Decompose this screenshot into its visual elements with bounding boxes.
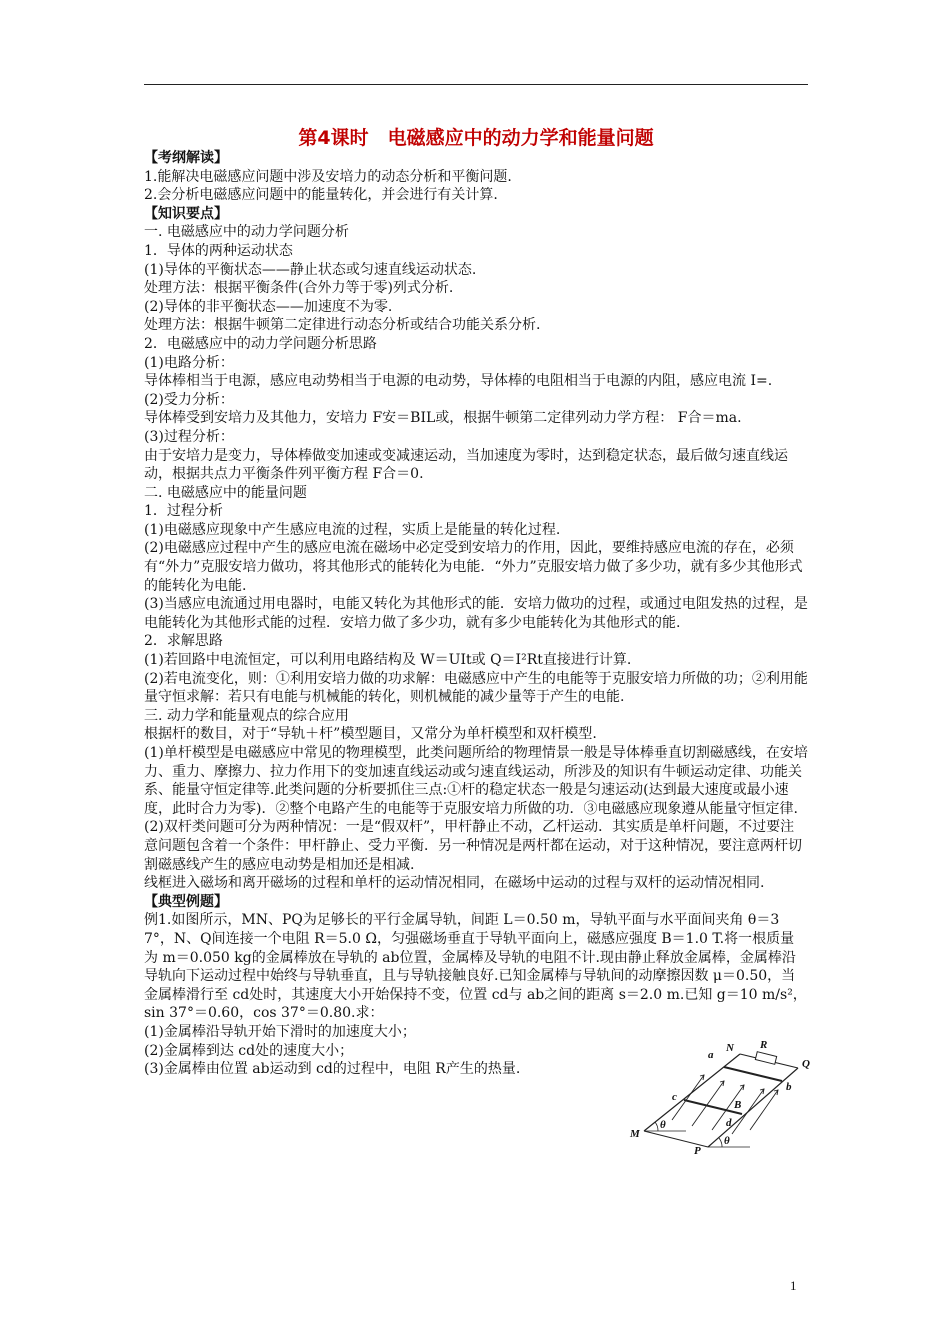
text-line: 一. 电磁感应中的动力学问题分析 [144, 224, 349, 241]
label-n: N [726, 1042, 734, 1054]
text-line: 1．导体的两种运动状态 [144, 242, 293, 259]
section-heading: 【考纲解读】 [144, 150, 228, 166]
label-m: M [630, 1128, 640, 1140]
document-body [144, 149, 808, 1079]
rail-pq [708, 1068, 798, 1147]
label-q: Q [802, 1058, 810, 1070]
text-line: (2)电磁感应过程中产生的感应电流在磁场中必定受到安培力的作用，因此，要维持感应电流的存在，必须有“外力”克服安培力做功，将其他形式的能转化为电能．“外力”克服安培力做了多少功，就有多少其他形式的能转化为电能. [144, 540, 803, 594]
label-big-b: B [734, 1099, 742, 1111]
text-line: 例1.如图所示，MN、PQ为足够长的平行金属导轨，间距 L＝0.50 m，导轨平面与水平面间夹角 θ＝37°，N、Q间连接一个电阻 R＝5.0 Ω，匀强磁场垂直于导轨平面向上，磁感应强度 B＝1.0 T.将一根质量为 m＝0.050 kg的金属棒放在导轨的 ab位置，金属棒及导轨的电阻不计.现由静止释放金属棒，金属棒沿导轨向下运动过程中始终与导轨垂直，且与导轨接触良好.已知金属棒与导轨间的动摩擦因数 μ＝0.50，当金属棒滑行至 cd处时，其速度大小开始保持不变，位置 cd与 ab之间的距离 s＝2.0 m.已知 g＝10 m/s²，sin 37°＝0.60，cos 37°＝0.80.求： [144, 912, 807, 1022]
text-line: 导体棒受到安培力及其他力，安培力 F安＝BIL或，根据牛顿第二定律列动力学方程： F合＝ma. [144, 410, 742, 427]
label-d: d [726, 1117, 732, 1129]
label-theta-m: θ [660, 1119, 666, 1131]
text-line: 线框进入磁场和离开磁场的过程和单杆的运动情况相同，在磁场中运动的过程与双杆的运动情况相同. [144, 875, 765, 892]
label-r: R [760, 1039, 768, 1051]
section-heading: 【典型例题】 [144, 893, 228, 910]
section-heading: 【知识要点】 [144, 205, 228, 222]
field-line-5 [750, 1090, 778, 1130]
text-line: 导体棒相当于电源，感应电动势相当于电源的电动势，导体棒的电阻相当于电源的内阻，感应电流 I=. [144, 373, 773, 390]
text-line: 由于安培力是变力，导体棒做变加速或变减速运动，当加速度为零时，达到稳定状态，最后做匀速直线运动，根据共点力平衡条件列平衡方程 F合＝0. [144, 447, 788, 483]
text-line: (1)单杆模型是电磁感应中常见的物理模型，此类问题所给的物理情景一般是导体棒垂直切割磁感线，在安培力、重力、摩擦力、拉力作用下的变加速直线运动或匀速直线运动，所涉及的知识有牛顿运动定律、功能关系、能量守恒定律等.此类问题的分析要抓住三点:①杆的稳定状态一般是匀速运动(达到最大速度或最小速度，此时合力为零)．②整个电路产生的电能等于克服安培力所做的功．③电磁感应现象遵从能量守恒定律. [144, 745, 808, 817]
text-line: (2)若电流变化，则：①利用安培力做的功求解：电磁感应中产生的电能等于克服安培力所做的功；②利用能量守恒求解：若只有电能与机械能的转化，则机械能的减少量等于产生的电能. [144, 670, 808, 706]
label-a: a [708, 1049, 714, 1061]
text-line: (3)过程分析： [144, 428, 234, 445]
label-p: P [694, 1145, 701, 1157]
label-theta-p: θ [724, 1135, 730, 1147]
text-line: 处理方法：根据牛顿第二定律进行动态分析或结合功能关系分析. [144, 317, 541, 334]
text-line: (1)电磁感应现象中产生感应电流的过程，实质上是能量的转化过程. [144, 521, 561, 538]
text-line: 1．过程分析 [144, 503, 223, 520]
angle-arc-p [719, 1138, 722, 1147]
header-rule [144, 84, 808, 85]
text-line: 三. 动力学和能量观点的综合应用 [144, 707, 349, 724]
text-line: (1)金属棒沿导轨开始下滑时的加速度大小； [144, 1023, 416, 1040]
text-line: 根据杆的数目，对于“导轨＋杆”模型题目，又常分为单杆模型和双杆模型. [144, 726, 597, 743]
text-line: 处理方法：根据平衡条件(合外力等于零)列式分析. [144, 280, 454, 297]
text-line: (1)导体的平衡状态——静止状态或匀速直线运动状态. [144, 261, 477, 278]
rail-diagram [622, 1030, 822, 1160]
text-line: 2．求解思路 [144, 633, 223, 650]
text-line: (1)若回路中电流恒定，可以利用电路结构及 W＝UIt或 Q＝I²Rt直接进行计算. [144, 652, 632, 669]
resistor-r [755, 1052, 776, 1065]
label-b: b [786, 1081, 792, 1093]
label-c: c [672, 1091, 677, 1103]
page-number: 1 [790, 1278, 797, 1293]
lesson-title: 第4课时 电磁感应中的动力学和能量问题 [298, 127, 654, 149]
text-line: 2．电磁感应中的动力学问题分析思路 [144, 335, 377, 352]
text-line: (2)金属棒到达 cd处的速度大小； [144, 1042, 354, 1059]
bar-ab [724, 1067, 782, 1081]
text-line: (2)双杆类问题可分为两种情况：一是“假双杆”，甲杆静止不动，乙杆运动．其实质是单杆问题，不过要注意问题包含着一个条件：甲杆静止、受力平衡．另一种情况是两杆都在运动，对于这种情况，要注意两杆切割磁感线产生的感应电动势是相加还是相减. [144, 819, 802, 873]
text-line: 二. 电磁感应中的能量问题 [144, 484, 307, 501]
text-line: (3)当感应电流通过用电器时，电能又转化为其他形式的能．安培力做功的过程，或通过电阻发热的过程，是电能转化为其他形式能的过程．安培力做了多少功，就有多少电能转化为其他形式的能. [144, 596, 808, 631]
text-line: (1)电路分析： [144, 354, 234, 371]
text-line: 1.能解决电磁感应问题中涉及安培力的动态分析和平衡问题. [144, 168, 512, 185]
text-line: 2.会分析电磁感应问题中的能量转化，并会进行有关计算. [144, 187, 498, 204]
text-line: (2)受力分析： [144, 391, 234, 408]
text-line: (3)金属棒由位置 ab运动到 cd的过程中，电阻 R产生的热量. [144, 1061, 521, 1078]
text-line: (2)导体的非平衡状态——加速度不为零. [144, 298, 393, 315]
angle-arc-m [655, 1122, 658, 1131]
